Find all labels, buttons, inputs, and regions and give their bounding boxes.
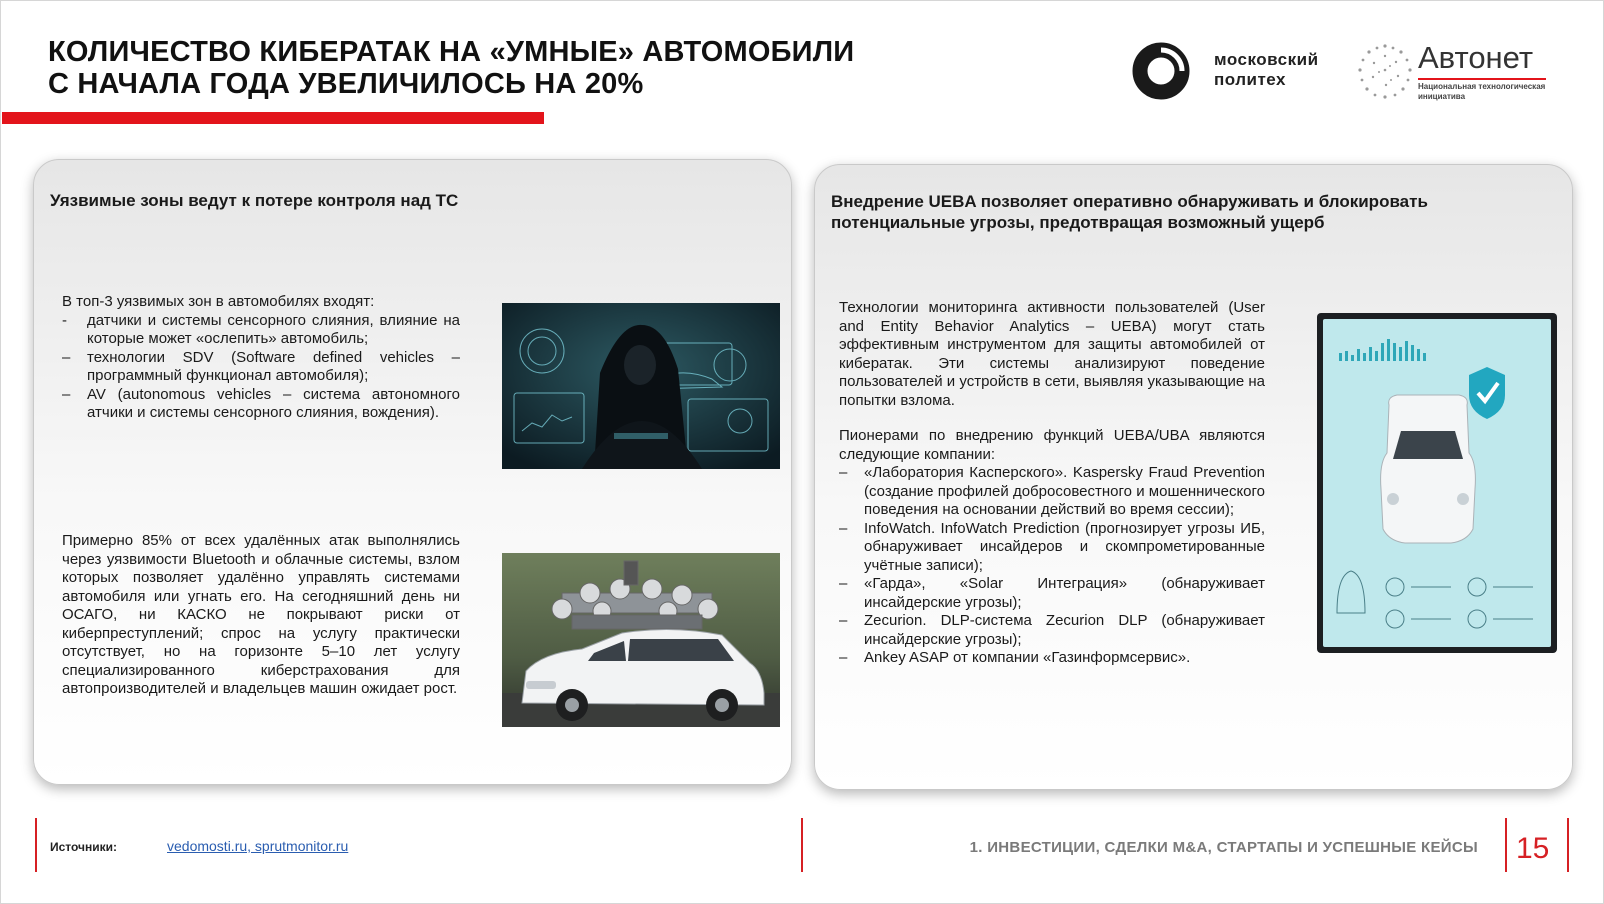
polytech-word-2: политех bbox=[1214, 70, 1286, 89]
right-card bbox=[814, 164, 1573, 790]
list-dash: – bbox=[839, 612, 848, 629]
section-title: 1. ИНВЕСТИЦИИ, СДЕЛКИ M&A, СТАРТАПЫ И УСПЕШНЫЕ КЕЙСЫ bbox=[969, 839, 1478, 856]
list-dash: – bbox=[62, 385, 71, 403]
title-accent-bar bbox=[2, 112, 544, 124]
polytech-ring-icon bbox=[1130, 40, 1192, 102]
sensor-car-image bbox=[502, 553, 780, 727]
list-item-text: AV (autonomous vehicles – система автономного атчики и системы сенсорного слияния, вождения). bbox=[87, 385, 460, 421]
avtonet-subtitle: Национальная технологическая инициатива bbox=[1418, 82, 1546, 101]
ueba-companies-block bbox=[839, 427, 1265, 668]
footer-divider-left bbox=[35, 818, 37, 872]
list-item bbox=[839, 575, 1265, 612]
sources-label: Источники: bbox=[50, 840, 118, 854]
list-dash: – bbox=[62, 348, 71, 366]
list-dash: – bbox=[839, 575, 848, 592]
footer-divider-page-right bbox=[1567, 818, 1569, 872]
list-item-text: InfoWatch. InfoWatch Prediction (прогнозирует угрозы ИБ, обнаруживает инсайдеров и скомпрометированные учётные записи); bbox=[864, 519, 1265, 574]
right-card-heading: Внедрение UEBA позволяет оперативно обнаруживать и блокировать потенциальные угрозы, предотвращая возможный ущерб bbox=[831, 192, 1428, 232]
list-item bbox=[839, 464, 1265, 520]
ueba-companies-intro: Пионерами по внедрению функций UEBA/UBA являются следующие компании: bbox=[839, 427, 1265, 463]
list-item-text: технологии SDV (Software defined vehicles – программный функционал автомобиля); bbox=[87, 348, 460, 384]
list-item-text: датчики и системы сенсорного слияния, влияние на которые может «ослепить» автомобиль; bbox=[87, 311, 460, 347]
avtonet-dots-icon bbox=[1356, 40, 1414, 102]
ueba-description: Технологии мониторинга активности пользователей (User and Entity Behavior Analytics – UEBA) могут стать эффективным инструментом для защиты автомобилей от кибератак. Эти системы анализируют поведение пользователей и устройств в сети, выявляя указывающие на попытки взлома. bbox=[839, 299, 1265, 409]
list-item bbox=[62, 386, 460, 423]
hacker-image bbox=[502, 303, 780, 469]
list-item bbox=[839, 612, 1265, 649]
list-item bbox=[839, 520, 1265, 576]
moscow-polytech-logo bbox=[1130, 38, 1340, 104]
title-line-2: С НАЧАЛА ГОДА УВЕЛИЧИЛОСЬ НА 20% bbox=[48, 68, 644, 100]
remote-attacks-paragraph-block bbox=[62, 532, 460, 699]
security-tablet-image bbox=[1317, 313, 1557, 653]
page-title bbox=[48, 36, 854, 100]
list-item-text: «Лаборатория Касперского». Kaspersky Fraud Prevention (создание профилей добросовестного и мошеннического поведения на основании действий во время сессии); bbox=[864, 464, 1265, 518]
vulnerable-zones-list bbox=[62, 312, 460, 423]
list-item bbox=[839, 649, 1265, 668]
vulnerable-zones-list-block bbox=[62, 293, 460, 423]
avtonet-logo bbox=[1356, 40, 1556, 106]
ueba-companies-list bbox=[839, 464, 1265, 668]
title-line-1: КОЛИЧЕСТВО КИБЕРАТАК НА «УМНЫЕ» АВТОМОБИЛИ bbox=[48, 36, 855, 68]
avtonet-underline bbox=[1418, 78, 1546, 80]
list-item-text: Ankey ASAP от компании «Газинформсервис». bbox=[864, 649, 1191, 666]
left-card-heading: Уязвимые зоны ведут к потере контроля над ТС bbox=[50, 191, 459, 210]
list-item-text: «Гарда», «Solar Интеграция» (обнаруживает инсайдерские угрозы); bbox=[864, 575, 1265, 611]
left-card bbox=[33, 159, 792, 785]
ueba-description-block bbox=[839, 299, 1265, 410]
list-item bbox=[62, 349, 460, 386]
page-number: 15 bbox=[1516, 832, 1550, 865]
vulnerable-zones-intro: В топ-3 уязвимых зон в автомобилях входят: bbox=[62, 293, 375, 310]
list-dash: - bbox=[62, 311, 67, 329]
sources-link[interactable]: vedomosti.ru, sprutmonitor.ru bbox=[167, 838, 349, 854]
list-dash: – bbox=[839, 649, 848, 666]
list-item-text: Zecurion. DLP-система Zecurion DLP (обнаруживает инсайдерские угрозы); bbox=[864, 612, 1265, 648]
list-item bbox=[62, 312, 460, 349]
polytech-wordmark bbox=[1214, 50, 1319, 90]
avtonet-name: Автонет bbox=[1418, 40, 1534, 75]
remote-attacks-paragraph: Примерно 85% от всех удалённых атак выполнялись через уязвимости Bluetooth и облачные системы, взлом которых позволяет удалённо управлять системами автомобиля или угнать его. На сегодняшний день ни ОСАГО, ни КАСКО не покрывают риски от киберпреступлений; спрос на услугу практически отсутствует, но на горизонте 5–10 лет услугу специализированного киберстрахования для автопроизводителей и владельцев машин ожидает рост. bbox=[62, 532, 460, 697]
footer-divider-middle bbox=[801, 818, 803, 872]
polytech-word-1: московский bbox=[1214, 50, 1319, 69]
list-dash: – bbox=[839, 464, 848, 481]
footer-divider-page-left bbox=[1505, 818, 1507, 872]
list-dash: – bbox=[839, 519, 848, 537]
